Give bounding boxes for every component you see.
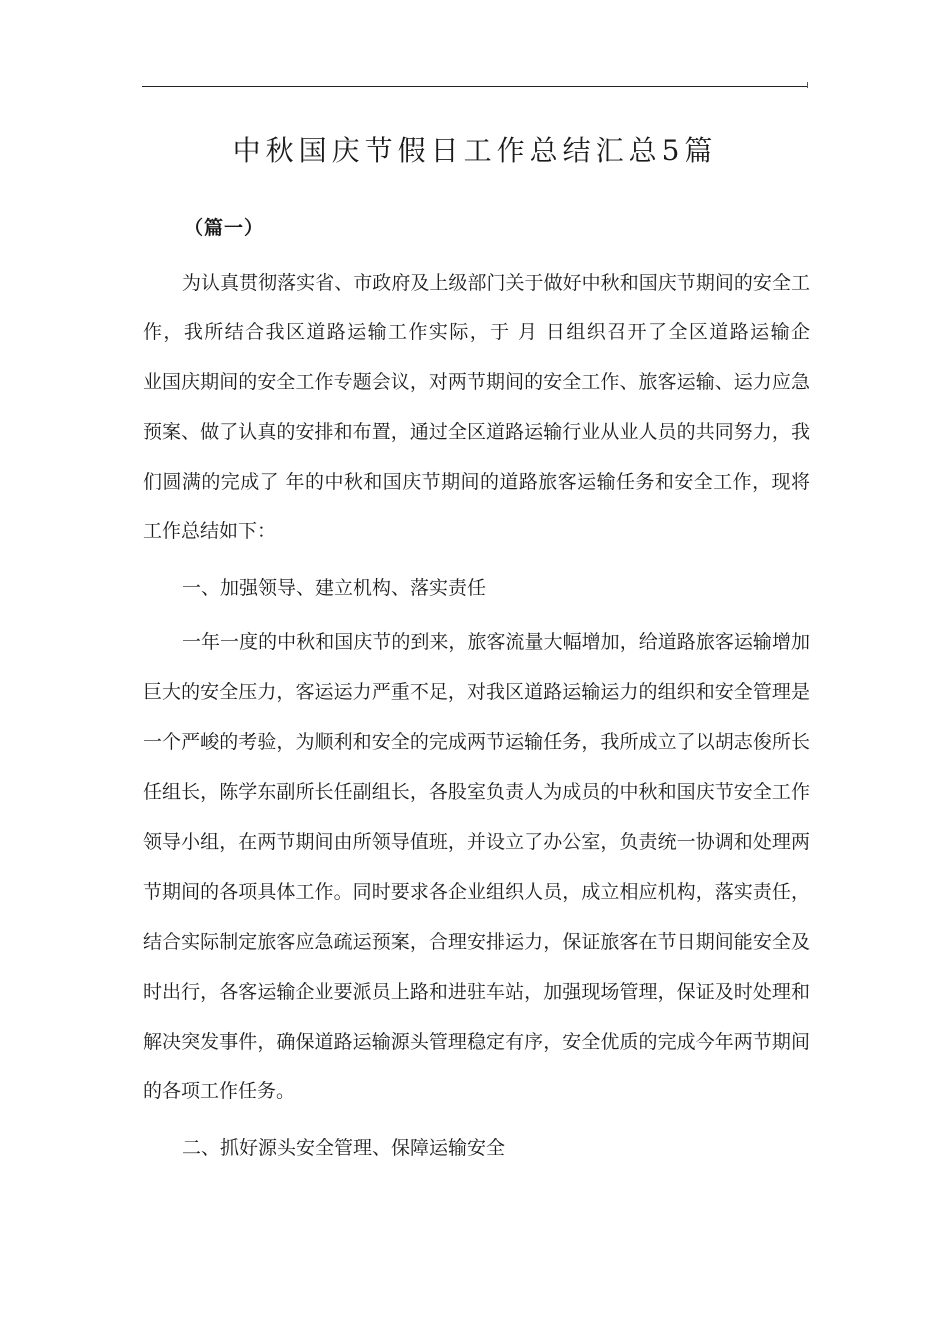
- paragraph-line: 工作总结如下：: [143, 520, 277, 542]
- header-rule: [142, 86, 808, 87]
- paragraph-line: 一年一度的中秋和国庆节的到来，旅客流量大幅增加，给道路旅客运输增加: [182, 631, 810, 653]
- paragraph-line: 为认真贯彻落实省、市政府及上级部门关于做好中秋和国庆节期间的安全工: [182, 272, 810, 294]
- section-heading-1: 一、加强领导、建立机构、落实责任: [182, 577, 487, 599]
- paragraph-line: 结合实际制定旅客应急疏运预案，合理安排运力，保证旅客在节日期间能安全及: [143, 931, 810, 953]
- document-title: 中秋国庆节假日工作总结汇总5篇: [232, 134, 718, 167]
- paragraph-line: 们圆满的完成了 年的中秋和国庆节期间的道路旅客运输任务和安全工作，现将: [143, 471, 810, 493]
- paragraph-line: 预案、做了认真的安排和布置，通过全区道路运输行业从业人员的共同努力，我: [143, 421, 810, 443]
- paragraph-line: 的各项工作任务。: [143, 1080, 296, 1102]
- section-label: （篇一）: [184, 217, 265, 239]
- paragraph-line: 解决突发事件，确保道路运输源头管理稳定有序，安全优质的完成今年两节期间: [143, 1031, 810, 1053]
- paragraph-line: 作，我所结合我区道路运输工作实际，于 月 日组织召开了全区道路运输企: [143, 321, 810, 343]
- paragraph-line: 一个严峻的考验，为顺利和安全的完成两节运输任务，我所成立了以胡志俊所长: [143, 731, 810, 753]
- paragraph-line: 业国庆期间的安全工作专题会议，对两节期间的安全工作、旅客运输、运力应急: [143, 371, 810, 393]
- section-heading-2: 二、抓好源头安全管理、保障运输安全: [182, 1137, 506, 1159]
- header-rule-tick: [807, 82, 810, 88]
- paragraph-line: 节期间的各项具体工作。同时要求各企业组织人员，成立相应机构，落实责任，: [143, 881, 810, 903]
- paragraph-line: 巨大的安全压力，客运运力严重不足，对我区道路运输运力的组织和安全管理是: [143, 681, 810, 703]
- paragraph-line: 任组长，陈学东副所长任副组长，各股室负责人为成员的中秋和国庆节安全工作: [143, 781, 810, 803]
- paragraph-line: 时出行，各客运输企业要派员上路和进驻车站，加强现场管理，保证及时处理和: [143, 981, 810, 1003]
- paragraph-line: 领导小组，在两节期间由所领导值班，并设立了办公室，负责统一协调和处理两: [143, 831, 810, 853]
